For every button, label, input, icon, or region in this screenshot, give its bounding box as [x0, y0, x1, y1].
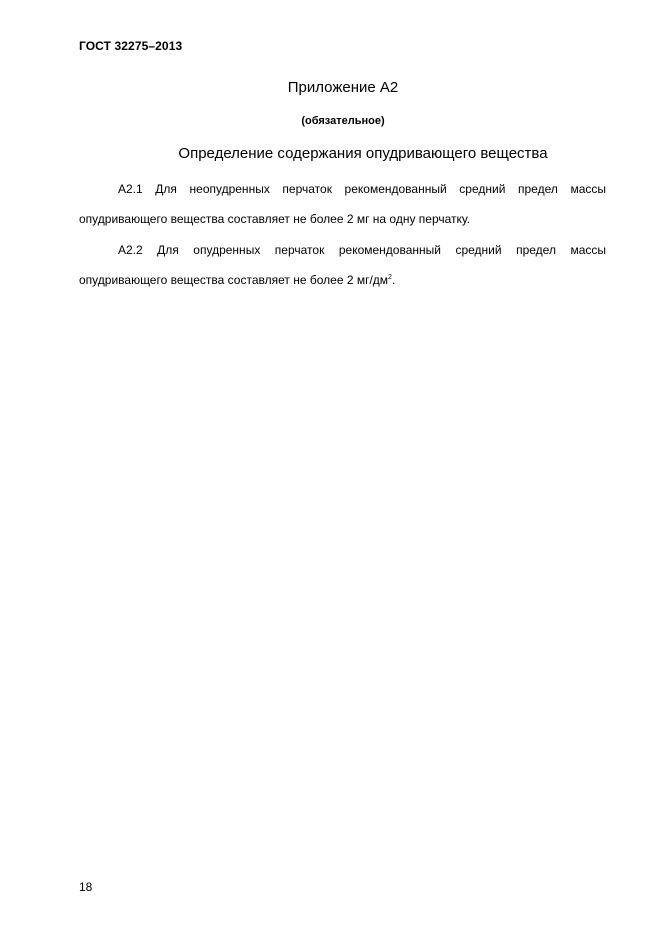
document-code-header: ГОСТ 32275–2013 — [79, 39, 183, 53]
paragraph-a2-2 — [79, 235, 606, 295]
appendix-title: Приложение А2 — [287, 79, 399, 96]
appendix-status: (обязательное) — [301, 115, 385, 127]
unit-superscript: 2 — [388, 274, 392, 281]
paragraph-a2-2-text: А2.2 Для опудренных перчаток рекомендованный средний предел массы опудривающего вещества составляет не более 2 мг/дм — [79, 243, 606, 287]
page-number: 18 — [79, 880, 93, 894]
paragraph-a2-1 — [79, 174, 606, 234]
paragraph-a2-1-text: А2.1 Для неопудренных перчаток рекомендованный средний предел массы опудривающего вещества составляет не более 2 мг на одну перчатку. — [79, 182, 606, 226]
paragraph-a2-2-tail: . — [391, 273, 396, 287]
section-heading: Определение содержания опудривающего вещества — [178, 145, 548, 162]
